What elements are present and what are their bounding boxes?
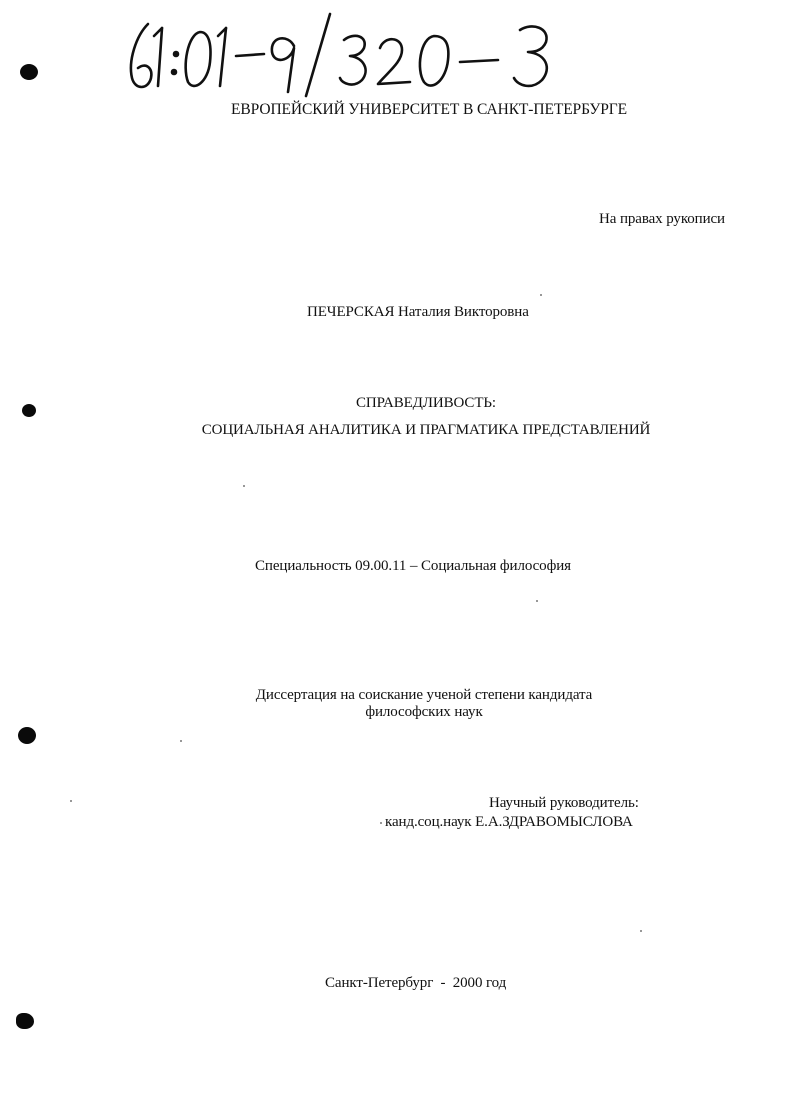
- scan-speck: [243, 485, 245, 487]
- handwritten-catalog-code: [118, 6, 568, 98]
- university-name: ЕВРОПЕЙСКИЙ УНИВЕРСИТЕТ В САНКТ-ПЕТЕРБУРГЕ: [231, 101, 627, 118]
- specialty: Специальность 09.00.11 – Социальная философия: [255, 558, 571, 574]
- dissertation-title-line1: СПРАВЕДЛИВОСТЬ:: [356, 395, 496, 411]
- punch-hole-mark: [16, 1013, 34, 1029]
- author-name: ПЕЧЕРСКАЯ Наталия Викторовна: [307, 304, 529, 320]
- supervisor-name: канд.соц.наук Е.А.ЗДРАВОМЫСЛОВА: [385, 814, 633, 830]
- supervisor-label: Научный руководитель:: [489, 795, 639, 811]
- scan-speck: [380, 822, 382, 824]
- dissertation-description-line2: философских наук: [365, 704, 483, 720]
- dissertation-title-line2: СОЦИАЛЬНАЯ АНАЛИТИКА И ПРАГМАТИКА ПРЕДСТАВЛЕНИЙ: [201, 422, 651, 438]
- dissertation-description-line1: Диссертация на соискание ученой степени кандидата: [255, 687, 593, 703]
- scan-speck: [540, 294, 542, 296]
- city-year: Санкт-Петербург - 2000 год: [325, 975, 507, 991]
- scan-speck: [536, 600, 538, 602]
- scan-speck: [180, 740, 182, 742]
- punch-hole-mark: [20, 64, 38, 80]
- manuscript-rights-notice: На правах рукописи: [599, 211, 725, 227]
- scan-speck: [70, 800, 72, 802]
- punch-hole-mark: [18, 727, 36, 744]
- scan-speck: [640, 930, 642, 932]
